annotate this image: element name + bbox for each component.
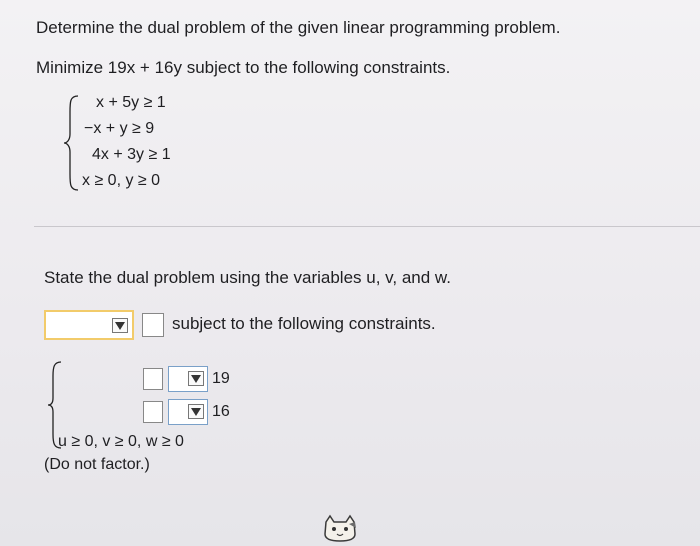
section-divider	[34, 226, 700, 227]
constraint-system	[62, 94, 202, 194]
subject-to-text: subject to the following constraints.	[172, 314, 436, 333]
row-1-rhs: 19	[212, 370, 230, 387]
row-2-sign-select[interactable]	[168, 399, 208, 425]
objective-expression-input[interactable]	[142, 313, 164, 337]
dropdown-arrow-icon[interactable]	[112, 318, 128, 333]
row-2-rhs: 16	[212, 403, 230, 420]
question-prompt: Determine the dual problem of the given linear programming problem.	[36, 18, 561, 37]
nonnegativity-constraints: u ≥ 0, v ≥ 0, w ≥ 0	[58, 433, 184, 450]
objective-type-select[interactable]	[44, 310, 134, 340]
objective-text: Minimize 19x + 16y subject to the following constraints.	[36, 58, 451, 77]
dropdown-arrow-icon[interactable]	[188, 404, 204, 419]
constraint-1: x + 5y ≥ 1	[96, 94, 166, 111]
row-1-sign-select[interactable]	[168, 366, 208, 392]
constraint-2: −x + y ≥ 9	[84, 120, 155, 137]
row-1-expression-input[interactable]	[143, 368, 163, 390]
do-not-factor-note: (Do not factor.)	[44, 456, 150, 473]
mascot-icon	[322, 514, 358, 542]
dropdown-arrow-icon[interactable]	[188, 371, 204, 386]
left-brace	[62, 94, 82, 192]
constraint-3: 4x + 3y ≥ 1	[92, 146, 171, 163]
answer-instruction: State the dual problem using the variables u, v, and w.	[44, 268, 451, 287]
constraint-4: x ≥ 0, y ≥ 0	[82, 172, 161, 189]
row-2-expression-input[interactable]	[143, 401, 163, 423]
